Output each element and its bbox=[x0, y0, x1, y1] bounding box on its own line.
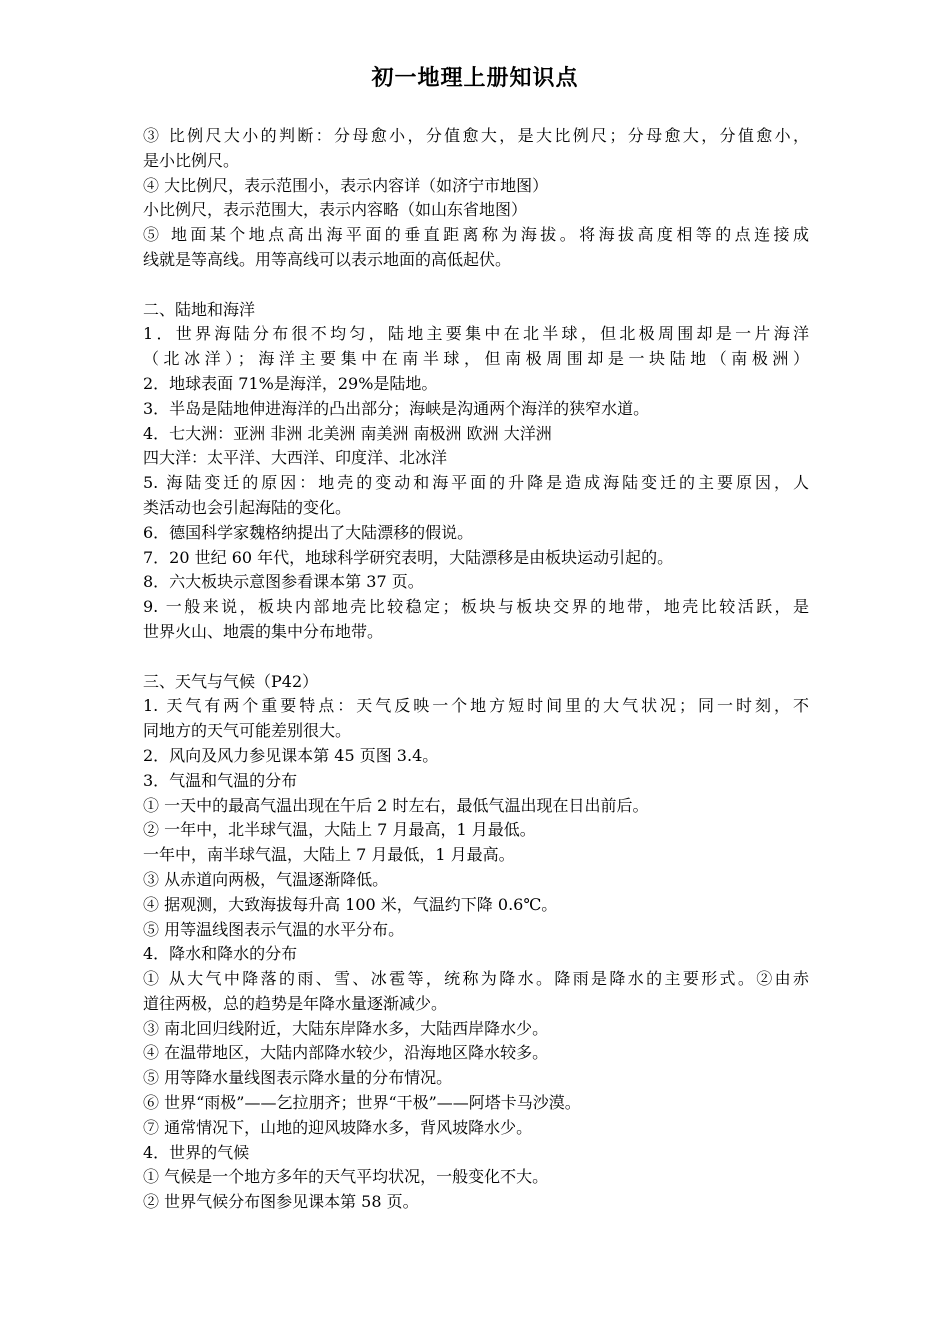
text-line: 世界火山、地震的集中分布地带。 bbox=[143, 621, 384, 641]
text-line: ④ 在温带地区，大陆内部降水较少，沿海地区降水较多。 bbox=[143, 1043, 549, 1063]
text-line: ② 世界气候分布图参见课本第 58 页。 bbox=[143, 1192, 419, 1212]
text-line: 同地方的天气可能差别很大。 bbox=[143, 721, 352, 741]
text-line: ⑤ 用等降水量线图表示降水量的分布情况。 bbox=[143, 1068, 453, 1088]
blank-line bbox=[143, 273, 809, 298]
text-line: ⑦ 通常情况下，山地的迎风坡降水多，背风坡降水少。 bbox=[143, 1117, 533, 1137]
blank-line bbox=[143, 645, 809, 670]
text-line: ③ 从赤道向两极，气温逐渐降低。 bbox=[143, 869, 389, 889]
text-line: （北冰洋）；海洋主要集中在南半球，但南极周围却是一块陆地（南极洲） bbox=[143, 349, 809, 369]
text-line: ② 一年中，北半球气温，大陆上 7 月最高，1 月最低。 bbox=[143, 820, 536, 840]
text-line: 类活动也会引起海陆的变化。 bbox=[143, 497, 352, 517]
text-line: 一年中，南半球气温，大陆上 7 月最低，1 月最高。 bbox=[143, 845, 515, 865]
text-line: 3．气温和气温的分布 bbox=[143, 770, 298, 790]
text-line: 线就是等高线。用等高线可以表示地面的高低起伏。 bbox=[143, 249, 512, 269]
text-line: ④ 大比例尺，表示范围小，表示内容详（如济宁市地图） bbox=[143, 175, 549, 195]
document-title: 初一地理上册知识点 bbox=[371, 66, 579, 91]
text-line: ① 气候是一个地方多年的天气平均状况，一般变化不大。 bbox=[143, 1167, 549, 1187]
text-line: 1．世界海陆分布很不均匀，陆地主要集中在北半球，但北极周围却是一片海洋 bbox=[143, 324, 809, 344]
text-line: ③ 比例尺大小的判断：分母愈小，分值愈大，是大比例尺；分母愈大，分值愈小， bbox=[143, 126, 809, 145]
text-line: 7．20 世纪 60 年代，地球科学研究表明，大陆漂移是由板块运动引起的。 bbox=[143, 547, 674, 567]
text-line: 是小比例尺。 bbox=[143, 150, 240, 170]
text-line: 道往两极，总的趋势是年降水量逐渐减少。 bbox=[143, 993, 448, 1013]
text-line: 小比例尺，表示范围大，表示内容略（如山东省地图） bbox=[143, 200, 528, 220]
text-line: 三、天气与气候（P42） bbox=[143, 671, 319, 691]
text-line: 6．德国科学家魏格纳提出了大陆漂移的假说。 bbox=[143, 522, 474, 542]
text-line: 9. 一般来说，板块内部地壳比较稳定；板块与板块交界的地带，地壳比较活跃，是 bbox=[143, 597, 809, 617]
text-line: 8．六大板块示意图参看课本第 37 页。 bbox=[143, 572, 424, 592]
text-line: ⑤ 用等温线图表示气温的水平分布。 bbox=[143, 919, 405, 939]
text-line: ① 从大气中降落的雨、雪、冰雹等，统称为降水。降雨是降水的主要形式。②由赤 bbox=[143, 969, 809, 989]
text-line: 2．风向及风力参见课本第 45 页图 3.4。 bbox=[143, 745, 439, 765]
text-line: ⑥ 世界“雨极”——乞拉朋齐；世界“干极”——阿塔卡马沙漠。 bbox=[143, 1093, 581, 1113]
text-line: ① 一天中的最高气温出现在午后 2 时左右，最低气温出现在日出前后。 bbox=[143, 795, 649, 815]
text-line: ⑤ 地面某个地点高出海平面的垂直距离称为海拔。将海拔高度相等的点连接成 bbox=[143, 225, 809, 245]
text-line: 4．降水和降水的分布 bbox=[143, 944, 298, 964]
text-line: 5. 海陆变迁的原因：地壳的变动和海平面的升降是造成海陆变迁的主要原因，人 bbox=[143, 473, 809, 493]
text-line: 4．世界的气候 bbox=[143, 1142, 250, 1162]
document-body bbox=[143, 124, 809, 1215]
text-line: ③ 南北回归线附近，大陆东岸降水多，大陆西岸降水少。 bbox=[143, 1018, 549, 1038]
text-line: ④ 据观测，大致海拔每升高 100 米，气温约下降 0.6℃。 bbox=[143, 894, 558, 914]
text-line: 1. 天气有两个重要特点：天气反映一个地方短时间里的大气状况；同一时刻，不 bbox=[143, 696, 809, 716]
text-line: 二、陆地和海洋 bbox=[143, 299, 256, 319]
text-line: 四大洋：太平洋、大西洋、印度洋、北冰洋 bbox=[143, 448, 448, 468]
text-line: 2．地球表面 71%是海洋，29%是陆地。 bbox=[143, 373, 438, 393]
text-line: 3．半岛是陆地伸进海洋的凸出部分；海峡是沟通两个海洋的狭窄水道。 bbox=[143, 398, 650, 418]
text-line: 4．七大洲：亚洲 非洲 北美洲 南美洲 南极洲 欧洲 大洋洲 bbox=[143, 423, 552, 443]
